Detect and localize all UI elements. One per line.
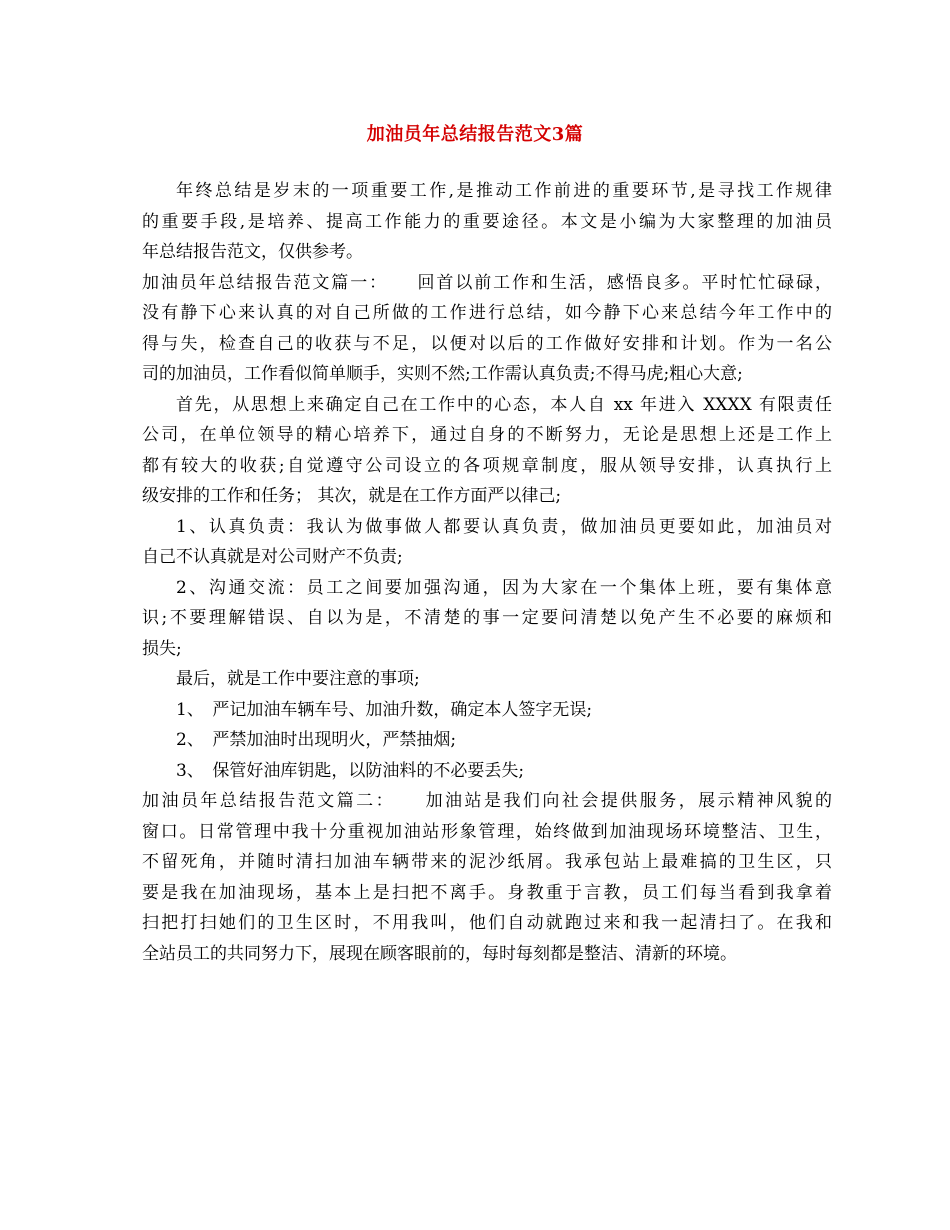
document-body [142,176,832,969]
text-line: 公司，在单位领导的精心培养下，通过自身的不断努力，无论是思想上还是工作上 [142,425,832,445]
text-line: 2、 严禁加油时出现明火，严禁抽烟; [176,730,457,750]
text-line: 自己不认真就是对公司财产不负责; [142,547,403,567]
text-line: 不留死角，并随时清扫加油车辆带来的泥沙纸屑。我承包站上最难搞的卫生区，只 [142,852,832,872]
text-line: 识;不要理解错误、自以为是，不清楚的事一定要问清楚以免产生不必要的麻烦和 [142,608,832,628]
text-line: 最后，就是工作中要注意的事项; [176,669,420,689]
document-title: 加油员年总结报告范文3篇 [366,124,584,145]
text-line: 2、沟通交流：员工之间要加强沟通，因为大家在一个集体上班，要有集体意 [176,577,832,598]
text-line: 1、认真负责：我认为做事做人都要认真负责，做加油员更要如此，加油员对 [176,516,832,537]
text-line: 年总结报告范文，仅供参考。 [142,242,363,262]
text-line: 首先，从思想上来确定自己在工作中的心态，本人自 xx 年进入 XXXX 有限责任 [176,394,832,415]
text-line: 3、 保管好油库钥匙，以防油料的不必要丢失; [176,760,525,781]
text-line: 窗口。日常管理中我十分重视加油站形象管理，始终做到加油现场环境整洁、卫生， [142,821,832,842]
text-line: 扫把打扫她们的卫生区时，不用我叫，他们自动就跑过来和我一起清扫了。在我和 [142,913,832,933]
text-line: 级安排的工作和任务； 其次，就是在工作方面严以律己; [142,486,562,506]
text-line: 的重要手段,是培养、提高工作能力的重要途径。本文是小编为大家整理的加油员 [142,211,832,232]
text-line: 损失; [142,638,182,659]
text-line: 都有较大的收获;自觉遵守公司设立的各项规章制度，服从领导安排，认真执行上 [142,455,832,476]
text-line: 加油员年总结报告范文篇一： 回首以前工作和生活，感悟良多。平时忙忙碌碌， [142,272,832,293]
text-line: 得与失，检查自己的收获与不足，以便对以后的工作做好安排和计划。作为一名公 [142,333,832,354]
text-line: 加油员年总结报告范文篇二： 加油站是我们向社会提供服务，展示精神风貌的 [142,791,832,811]
text-line: 年终总结是岁末的一项重要工作,是推动工作前进的重要环节,是寻找工作规律 [176,181,832,201]
text-line: 司的加油员，工作看似简单顺手，实则不然;工作需认真负责;不得马虎;粗心大意; [142,364,743,384]
text-line: 1、 严记加油车辆车号、加油升数，确定本人签字无误; [176,699,593,720]
text-line: 要是我在加油现场，基本上是扫把不离手。身教重于言教，员工们每当看到我拿着 [142,882,832,903]
text-line: 没有静下心来认真的对自己所做的工作进行总结，如今静下心来总结今年工作中的 [142,303,832,323]
text-line: 全站员工的共同努力下，展现在顾客眼前的，每时每刻都是整洁、清新的环境。 [142,943,737,964]
